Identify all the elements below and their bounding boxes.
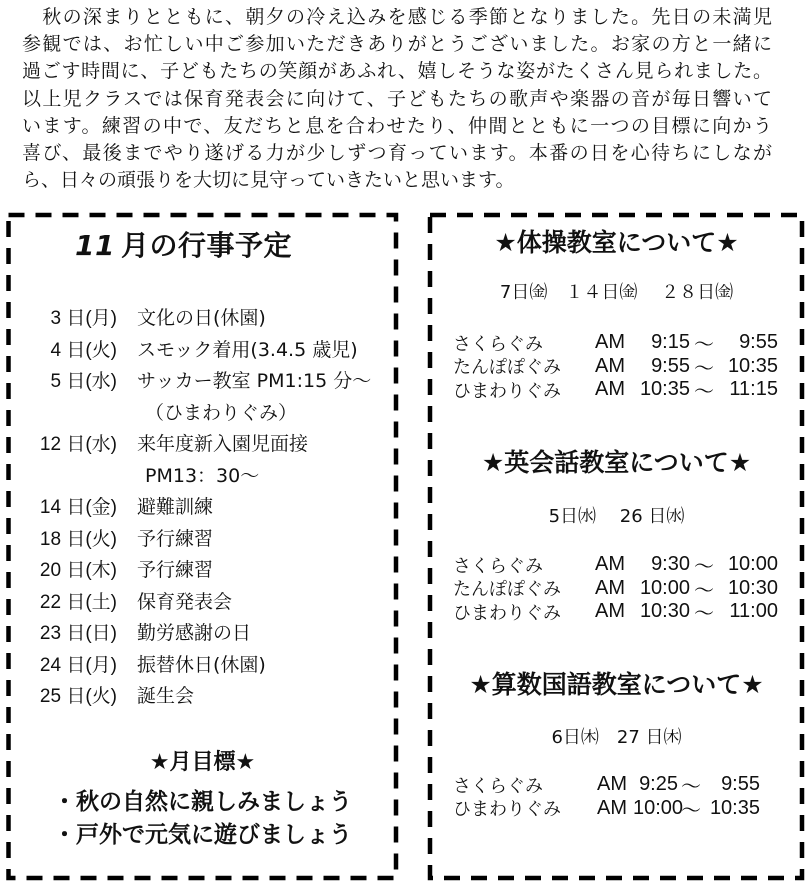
start-time: 10:00	[639, 576, 690, 599]
period: AM	[597, 773, 627, 795]
class-time-table	[430, 550, 803, 625]
event-text: PM13：30～	[145, 464, 260, 487]
event-date: 12 日(水)	[39, 434, 117, 456]
tilde: ～	[694, 334, 714, 356]
section-title: ★体操教室について★	[494, 228, 739, 257]
group-name: ひまわりぐみ	[453, 380, 561, 402]
event-text: 保育発表会	[137, 590, 233, 613]
tilde: ～	[681, 776, 701, 798]
event-row	[7, 333, 398, 365]
class-time-row	[430, 794, 803, 822]
intro-line: 秋の深まりとともに、朝夕の冷え込みを感じる季節となりました。先日の未満児	[22, 6, 772, 28]
event-list	[7, 301, 398, 711]
section-title: ★英会話教室について★	[481, 448, 752, 477]
event-date: 22 日(土)	[39, 591, 117, 613]
start-time: 9:15	[651, 331, 690, 353]
class-time-row	[430, 550, 803, 578]
end-time: 9:55	[739, 331, 778, 353]
start-time: 9:25	[639, 773, 678, 795]
tilde: ～	[694, 603, 714, 625]
event-date: 14 日(金)	[39, 497, 117, 519]
event-text: 避難訓練	[137, 496, 214, 519]
event-text: （ひまわりぐみ）	[145, 401, 298, 424]
event-text: 勤労感謝の日	[137, 622, 252, 645]
monthly-goals	[7, 748, 398, 852]
event-text: スモック着用(3.4.5 歳児)	[137, 338, 358, 361]
class-time-table	[430, 770, 803, 822]
class-dates: 7日㈮ １４日㈮ ２８日㈮	[499, 282, 734, 303]
class-dates: 5日㈬ 26 日㈬	[548, 506, 685, 527]
event-row-continuation	[7, 459, 398, 491]
intro-line: 参観では、お忙しい中ご参加いただきありがとうございました。お家の方と一緒に	[22, 33, 772, 56]
group-name: さくらぐみ	[453, 333, 543, 355]
monthly-goal: ・戸外で元気に遊びましょう	[53, 822, 352, 848]
end-time: 9:55	[721, 773, 760, 795]
event-text: 文化の日(休園)	[137, 307, 266, 330]
event-text: 来年度新入園児面接	[137, 433, 309, 456]
tilde: ～	[694, 357, 714, 380]
event-row	[7, 364, 398, 396]
period: AM	[595, 576, 625, 599]
group-name: ひまわりぐみ	[453, 799, 561, 820]
period: AM	[597, 796, 627, 819]
group-name: さくらぐみ	[453, 775, 543, 797]
end-time: 11:00	[729, 600, 778, 622]
class-time-row	[430, 328, 803, 356]
event-row	[7, 490, 398, 522]
event-date: 3 日(月)	[50, 308, 117, 330]
class-time-table	[430, 328, 803, 403]
event-row-continuation	[7, 396, 398, 428]
start-time: 9:55	[651, 354, 690, 377]
event-date: 5 日(水)	[50, 371, 117, 393]
class-time-row	[430, 770, 803, 798]
monthly-goals-title: ★月目標★	[149, 750, 256, 775]
intro-paragraph	[22, 4, 772, 194]
intro-line: 過ごす時間に、子どもたちの笑顔があふれ、嬉しそうな姿がたくさん見られました。	[22, 60, 772, 83]
section-title: ★算数国語教室について★	[469, 670, 764, 699]
start-time: 10:35	[639, 378, 690, 400]
end-time: 10:00	[727, 553, 778, 575]
event-row	[7, 679, 398, 711]
event-text: 予行練習	[137, 559, 214, 582]
event-row	[7, 522, 398, 554]
intro-line: 以上児クラスでは保育発表会に向けて、子どもたちの歌声や楽器の音が毎日響いて	[22, 87, 772, 110]
event-row	[7, 648, 398, 680]
english-class-section	[430, 447, 803, 625]
intro-line: ら、日々の頑張りを大切に見守っていきたいと思います。	[22, 169, 515, 192]
event-row	[7, 427, 398, 459]
period: AM	[595, 354, 625, 377]
event-row	[7, 616, 398, 648]
event-date: 20 日(木)	[39, 560, 117, 582]
event-date: 25 日(火)	[39, 686, 117, 708]
class-dates: 6日㈭ 27 日㈭	[551, 727, 682, 748]
class-time-row	[430, 597, 803, 625]
schedule-title-text: 月の行事予定	[120, 229, 292, 262]
class-time-row	[430, 375, 803, 403]
group-name: ひまわりぐみ	[453, 602, 561, 624]
event-date: 23 日(日)	[39, 623, 117, 645]
start-time: 10:30	[639, 600, 690, 622]
period: AM	[595, 331, 625, 353]
tilde: ～	[694, 556, 714, 578]
group-name: さくらぐみ	[453, 555, 543, 577]
event-text: 予行練習	[137, 527, 214, 550]
group-name: たんぽぽぐみ	[453, 357, 561, 378]
event-text: 誕生会	[137, 685, 195, 708]
intro-line: 喜び、最後までやり遂げる力が少しずつ育っています。本番の日を心待ちにしなが	[22, 141, 772, 164]
event-date: 4 日(火)	[50, 339, 117, 361]
end-time: 10:35	[727, 354, 778, 377]
event-text: サッカー教室 PM1:15 分～	[137, 370, 372, 393]
tilde: ～	[694, 381, 714, 403]
event-row	[7, 301, 398, 333]
start-time: 9:30	[651, 553, 690, 575]
class-time-row	[430, 352, 803, 380]
event-text: 振替休日(休園)	[137, 653, 266, 676]
math-japanese-class-section	[430, 669, 803, 822]
period: AM	[595, 553, 625, 575]
monthly-goal: ・秋の自然に親しみましょう	[53, 789, 352, 815]
tilde: ～	[681, 799, 701, 822]
gym-class-section	[430, 227, 803, 403]
tilde: ～	[694, 579, 714, 602]
event-date: 18 日(火)	[39, 528, 117, 550]
event-row	[7, 585, 398, 617]
end-time: 10:30	[727, 576, 778, 599]
event-row	[7, 553, 398, 585]
event-date: 24 日(月)	[39, 654, 117, 676]
group-name: たんぽぽぐみ	[453, 579, 561, 600]
period: AM	[595, 600, 625, 622]
end-time: 11:15	[729, 378, 778, 400]
schedule-title-month: 11	[75, 229, 115, 262]
schedule-title	[75, 229, 292, 263]
class-time-row	[430, 574, 803, 602]
start-time: 10:00	[633, 796, 684, 819]
period: AM	[595, 378, 625, 400]
intro-line: います。練習の中で、友だちと息を合わせたり、仲間とともに一つの目標に向かう	[22, 114, 772, 137]
end-time: 10:35	[709, 796, 760, 819]
